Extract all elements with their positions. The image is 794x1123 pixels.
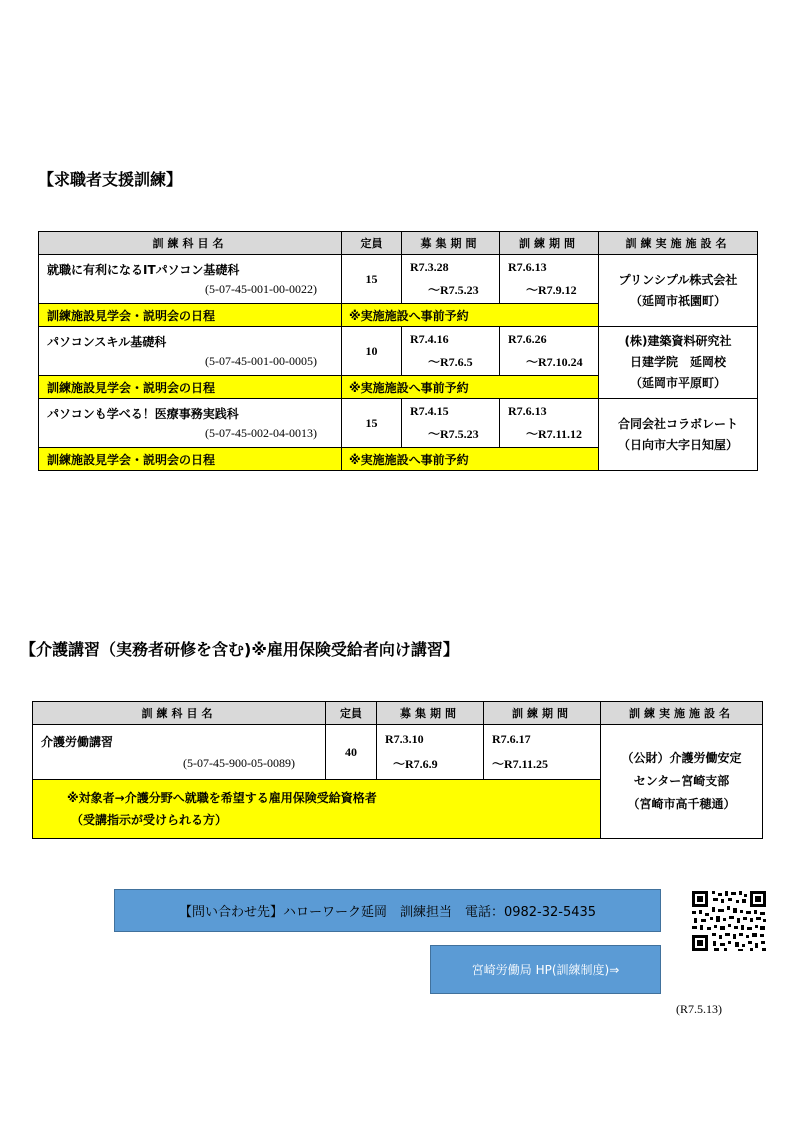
note-line: ※対象者→介護分野へ就職を希望する雇用保険受給資格者 [67, 791, 377, 805]
header-capacity: 定員 [342, 232, 402, 255]
recruit-from: R7.3.28 [410, 260, 449, 274]
course-code: (5-07-45-001-00-0005) [205, 353, 317, 368]
training-from: R7.6.13 [508, 260, 547, 274]
recruit-to: ～R7.6.5 [428, 355, 473, 369]
recruit-from: R7.4.16 [410, 332, 449, 346]
session-label: 訓練施設見学会・説明会の日程 [39, 376, 342, 399]
capacity: 15 [342, 255, 402, 304]
course-name: 介護労働講習 [41, 734, 114, 749]
header-training-period: 訓練期間 [500, 232, 599, 255]
capacity: 10 [342, 327, 402, 376]
course-cell [33, 725, 326, 780]
course-cell [39, 327, 342, 376]
section2-title: 【介護講習（実務者研修を含む)※雇用保険受給者向け講習】 [20, 640, 459, 659]
recruit-to: ～R7.5.23 [428, 427, 479, 441]
session-label: 訓練施設見学会・説明会の日程 [39, 448, 342, 471]
course-name: パソコンも学べる！医療事務実践科 [47, 406, 239, 421]
training-from: R7.6.13 [508, 404, 547, 418]
header-recruit-period: 募集期間 [377, 702, 484, 725]
eligibility-note [33, 780, 601, 839]
institution-line: 日建学院 延岡校 [629, 355, 726, 369]
training-period [500, 255, 599, 304]
institution-line: (株)建築資料研究社 [624, 334, 732, 348]
table-row [33, 725, 763, 780]
labor-bureau-hp-link[interactable]: 宮崎労働局 HP(訓練制度)⇒ [430, 945, 661, 994]
contact-info-box: 【問い合わせ先】ハローワーク延岡 訓練担当 電話：0982-32-5435 [114, 889, 661, 932]
course-code: (5-07-45-001-00-0022) [205, 281, 317, 296]
institution-line: （日向市大字日知屋） [617, 437, 738, 452]
note-line: （受講指示が受けられる方） [71, 813, 228, 827]
training-from: R7.6.26 [508, 332, 547, 346]
recruit-to: ～R7.5.23 [428, 283, 479, 297]
recruit-from: R7.4.15 [410, 404, 449, 418]
header-institution: 訓練実施施設名 [599, 232, 758, 255]
course-cell [39, 399, 342, 448]
header-course-name: 訓練科目名 [33, 702, 326, 725]
institution [599, 399, 758, 471]
institution [599, 327, 758, 399]
institution-line: センター宮崎支部 [633, 774, 730, 788]
session-value: ※実施施設へ事前予約 [342, 376, 599, 399]
training-to: ～R7.9.12 [526, 283, 577, 297]
course-name: 就職に有利になるITパソコン基礎科 [47, 262, 240, 277]
header-course-name: 訓練科目名 [39, 232, 342, 255]
institution-line: （延岡市祇園町） [629, 293, 726, 308]
recruit-period [402, 399, 500, 448]
institution [601, 725, 763, 839]
recruit-period [402, 255, 500, 304]
institution [599, 255, 758, 327]
job-seeker-training-table [38, 231, 758, 471]
table-header-row [33, 702, 763, 725]
institution-line: （延岡市平原町） [629, 376, 726, 390]
course-name: パソコンスキル基礎科 [47, 334, 167, 349]
table-row [39, 255, 758, 304]
course-cell [39, 255, 342, 304]
capacity: 15 [342, 399, 402, 448]
care-training-table [32, 701, 763, 839]
section1-title: 【求職者支援訓練】 [38, 170, 183, 189]
training-to: ～R7.11.12 [526, 427, 583, 441]
session-value: ※実施施設へ事前予約 [342, 448, 599, 471]
training-period [500, 399, 599, 448]
table-row [39, 399, 758, 448]
header-training-period: 訓練期間 [484, 702, 601, 725]
institution-line: （宮崎市高千穂通） [627, 797, 736, 811]
training-period [500, 327, 599, 376]
training-period [484, 725, 601, 780]
table-header-row [39, 232, 758, 255]
course-code: (5-07-45-002-04-0013) [205, 425, 317, 440]
recruit-period [402, 327, 500, 376]
institution-line: プリンシプル株式会社 [618, 272, 738, 287]
course-code: (5-07-45-900-05-0089) [183, 755, 295, 770]
recruit-from: R7.3.10 [385, 732, 424, 746]
qr-code-icon[interactable] [690, 889, 768, 953]
training-to: ～R7.11.25 [492, 757, 549, 771]
capacity: 40 [326, 725, 377, 780]
session-label: 訓練施設見学会・説明会の日程 [39, 304, 342, 327]
institution-line: 合同会社コラボレート [617, 416, 738, 431]
session-value: ※実施施設へ事前予約 [342, 304, 599, 327]
table-row [39, 327, 758, 376]
date-note: (R7.5.13) [676, 1002, 722, 1016]
header-recruit-period: 募集期間 [402, 232, 500, 255]
recruit-to: ～R7.6.9 [393, 757, 438, 771]
recruit-period [377, 725, 484, 780]
training-from: R7.6.17 [492, 732, 531, 746]
training-to: ～R7.10.24 [526, 355, 583, 369]
institution-line: （公財）介護労働安定 [621, 751, 742, 765]
header-institution: 訓練実施施設名 [601, 702, 763, 725]
header-capacity: 定員 [326, 702, 377, 725]
